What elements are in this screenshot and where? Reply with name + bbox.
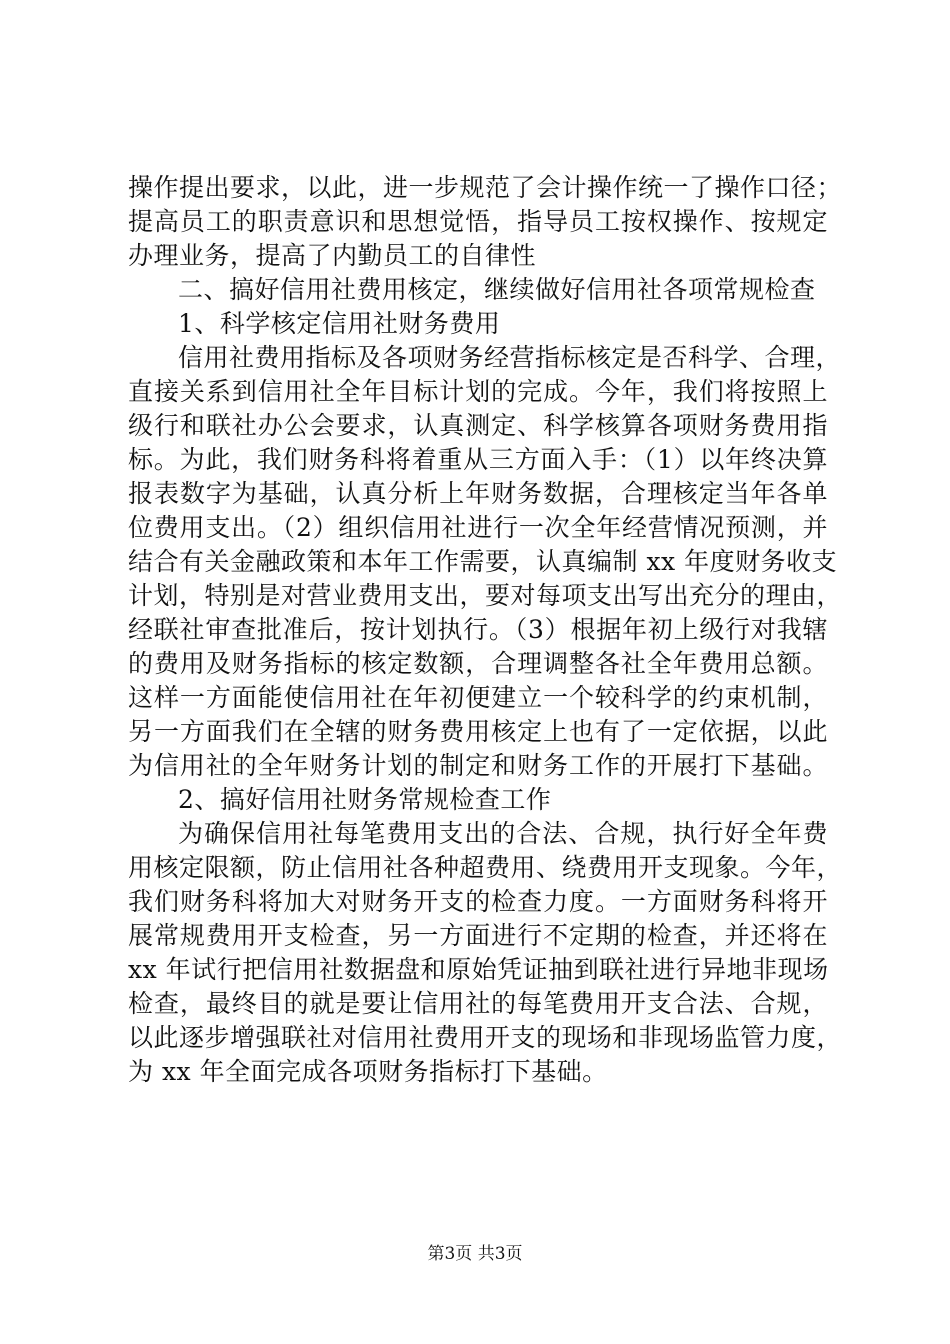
subsection-heading: 1、科学核定信用社财务费用 (178, 309, 501, 338)
body-line: xx 年试行把信用社数据盘和原始凭证抽到联社进行异地非现场 (128, 955, 829, 984)
body-line: 操作提出要求，以此，进一步规范了会计操作统一了操作口径； (128, 173, 843, 202)
body-line: 另一方面我们在全辖的财务费用核定上也有了一定依据，以此 (128, 717, 828, 746)
subsection-heading: 2、搞好信用社财务常规检查工作 (178, 785, 552, 814)
body-line: 这样一方面能使信用社在年初便建立一个较科学的约束机制， (128, 683, 828, 712)
body-line: 经联社审查批准后，按计划执行。（3）根据年初上级行对我辖 (128, 615, 828, 644)
body-line: 结合有关金融政策和本年工作需要，认真编制 xx 年度财务收支 (128, 547, 838, 576)
body-line: 级行和联社办公会要求，认真测定、科学核算各项财务费用指 (128, 411, 828, 440)
document-body (128, 171, 843, 1089)
body-line: 报表数字为基础，认真分析上年财务数据，合理核定当年各单 (128, 479, 828, 508)
page-number-label: 第3页 共3页 (427, 1244, 523, 1264)
page-footer (0, 1243, 950, 1265)
body-line: 用核定限额，防止信用社各种超费用、绕费用开支现象。今年， (128, 853, 843, 882)
body-line: 办理业务，提高了内勤员工的自律性 (128, 241, 537, 270)
body-line: 检查，最终目的就是要让信用社的每笔费用开支合法、合规， (128, 989, 828, 1018)
body-line: 我们财务科将加大对财务开支的检查力度。一方面财务科将开 (128, 887, 828, 916)
body-line: 的费用及财务指标的核定数额，合理调整各社全年费用总额。 (128, 649, 828, 678)
body-line: 以此逐步增强联社对信用社费用开支的现场和非现场监管力度， (128, 1023, 843, 1052)
body-line: 为确保信用社每笔费用支出的合法、合规，执行好全年费 (178, 819, 828, 848)
body-line: 计划，特别是对营业费用支出，要对每项支出写出充分的理由， (128, 581, 843, 610)
body-line: 为 xx 年全面完成各项财务指标打下基础。 (128, 1057, 608, 1086)
body-line: 标。为此，我们财务科将着重从三方面入手：（1）以年终决算 (128, 445, 828, 474)
body-line: 信用社费用指标及各项财务经营指标核定是否科学、合理， (178, 343, 842, 372)
body-line: 为信用社的全年财务计划的制定和财务工作的开展打下基础。 (128, 751, 828, 780)
body-line: 展常规费用开支检查，另一方面进行不定期的检查，并还将在 (128, 921, 828, 950)
body-line: 位费用支出。（2）组织信用社进行一次全年经营情况预测，并 (128, 513, 828, 542)
body-line: 提高员工的职责意识和思想觉悟，指导员工按权操作、按规定 (128, 207, 828, 236)
body-line: 直接关系到信用社全年目标计划的完成。今年，我们将按照上 (128, 377, 828, 406)
section-heading: 二、搞好信用社费用核定，继续做好信用社各项常规检查 (178, 275, 816, 304)
